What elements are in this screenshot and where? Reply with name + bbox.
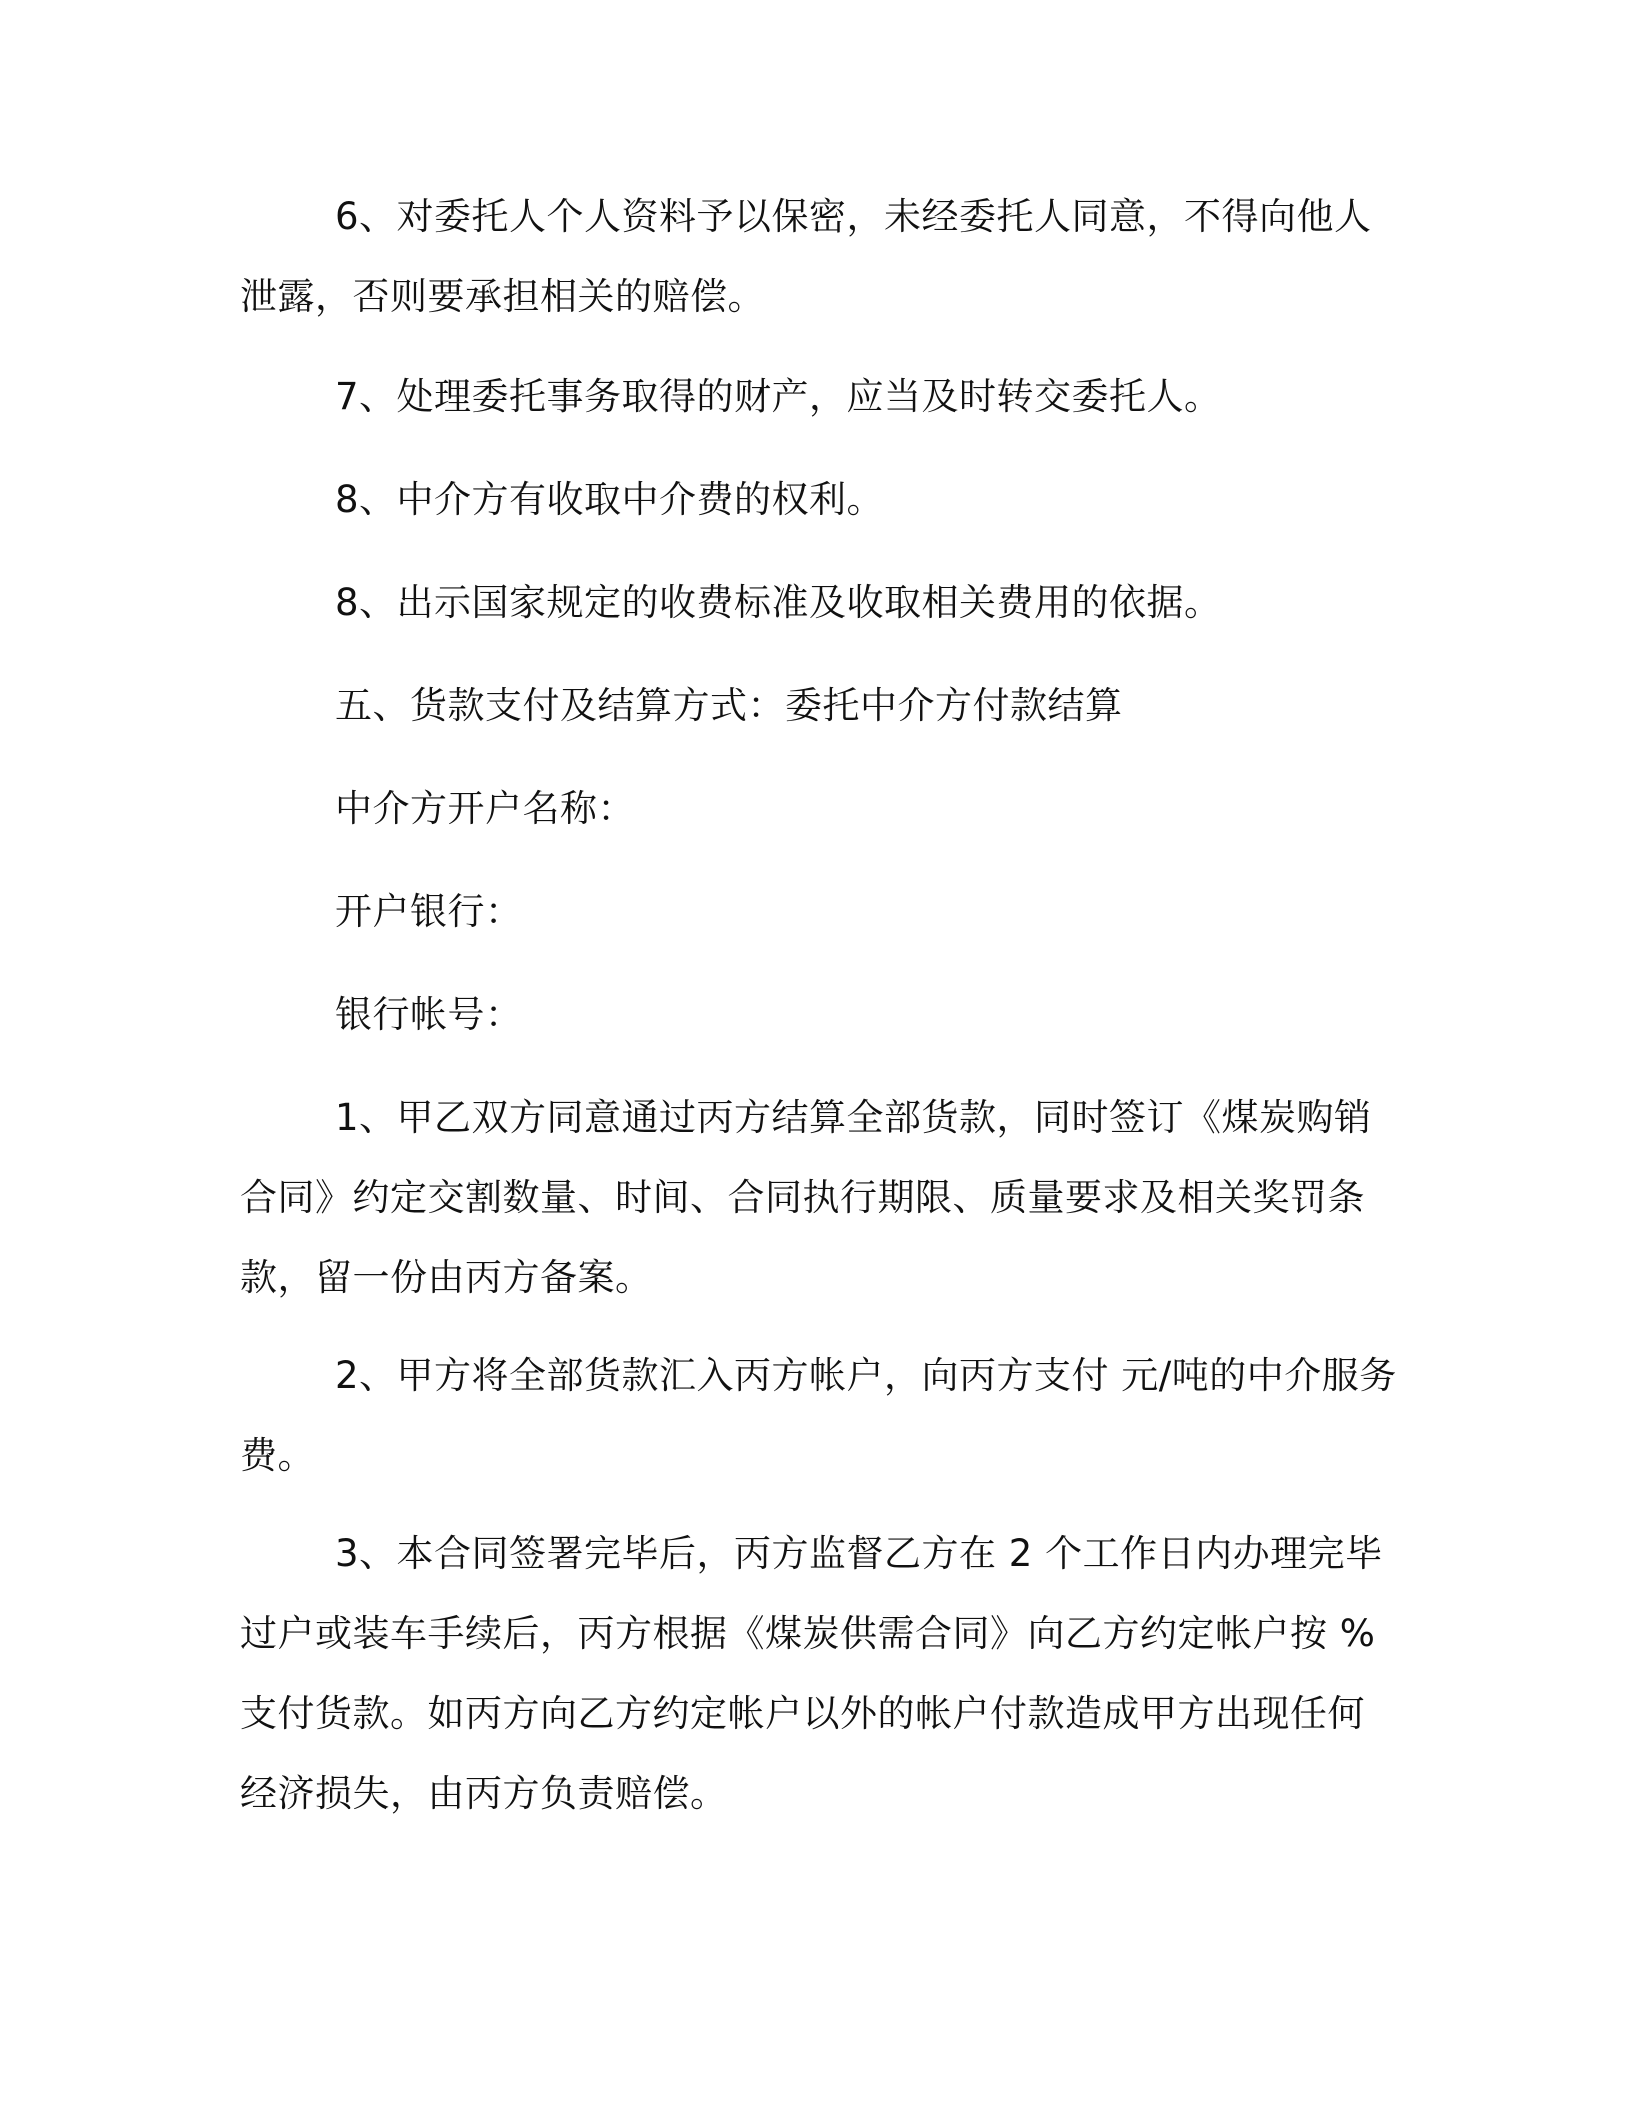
text-line: 3、本合同签署完毕后，丙方监督乙方在 2 个工作日内办理完毕 [335,1532,1383,1575]
text-line: 支付货款。如丙方向乙方约定帐户以外的帐户付款造成甲方出现任何 [240,1692,1365,1735]
account-name-field [335,769,635,849]
text-line: 合同》约定交割数量、时间、合同执行期限、质量要求及相关奖罚条 [240,1176,1365,1219]
clause-7-property-transfer [335,357,1222,437]
text-line: 费。 [240,1434,315,1477]
account-number-field [335,975,523,1055]
text-line: 开户银行： [335,890,523,933]
clause-8-fee-right [335,460,884,540]
text-line: 8、中介方有收取中介费的权利。 [335,478,885,521]
payment-clause-3 [240,1514,1383,1834]
text-line: 五、货款支付及结算方式：委托中介方付款结算 [335,684,1123,727]
clause-6-confidentiality [240,177,1372,337]
text-line: 过户或装车手续后，丙方根据《煤炭供需合同》向乙方约定帐户按 % [240,1612,1376,1655]
text-line: 中介方开户名称： [335,787,635,830]
section-5-heading [335,666,1123,746]
text-line: 经济损失，由丙方负责赔偿。 [240,1772,728,1815]
text-line: 2、甲方将全部货款汇入丙方帐户，向丙方支付 元/吨的中介服务 [335,1354,1397,1397]
bank-name-field [335,872,523,952]
payment-clause-1 [240,1078,1372,1318]
text-line: 7、处理委托事务取得的财产，应当及时转交委托人。 [335,375,1222,418]
text-line: 泄露，否则要承担相关的赔偿。 [240,275,765,318]
text-line: 款，留一份由丙方备案。 [240,1256,653,1299]
payment-clause-2 [240,1336,1397,1496]
text-line: 6、对委托人个人资料予以保密，未经委托人同意，不得向他人 [335,195,1372,238]
text-line: 8、出示国家规定的收费标准及收取相关费用的依据。 [335,581,1222,624]
text-line: 1、甲乙双方同意通过丙方结算全部货款，同时签订《煤炭购销 [335,1096,1372,1139]
clause-8-fee-standard [335,563,1222,643]
text-line: 银行帐号： [335,993,523,1036]
